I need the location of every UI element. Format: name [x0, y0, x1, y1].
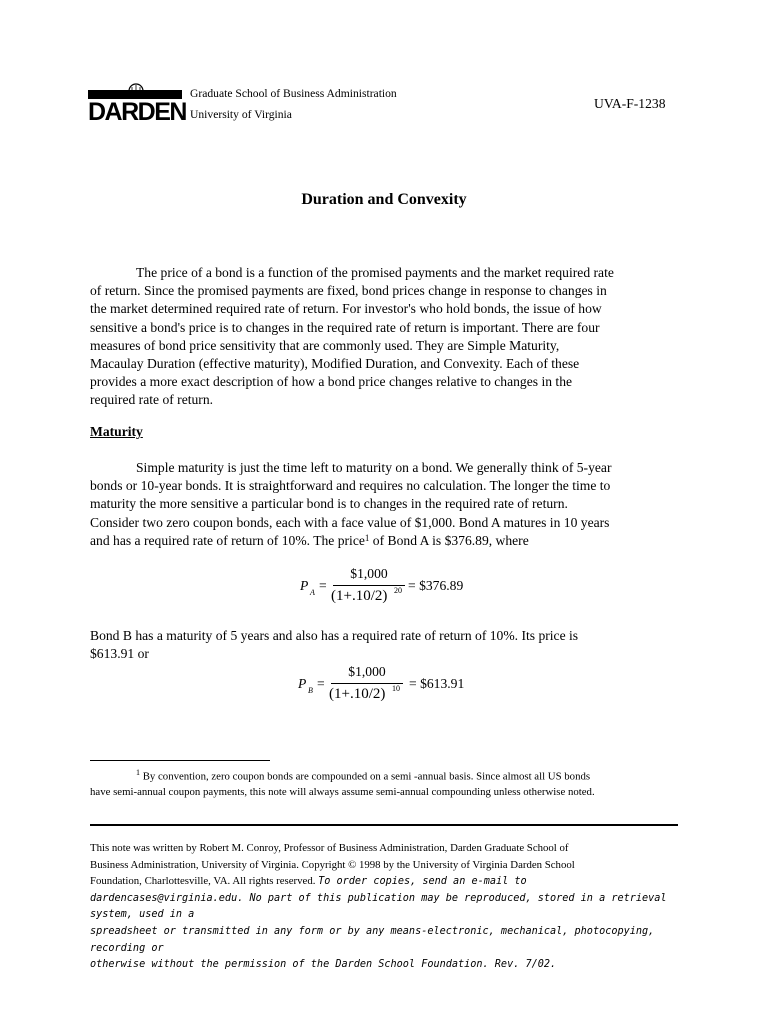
intro-line: The price of a bond is a function of the promised payments and the market required rate: [136, 265, 614, 280]
intro-line: measures of bond price sensitivity that are commonly used. They are Simple Maturity,: [90, 337, 560, 353]
maturity-line: maturity the more sensitive a particular bond is to changes in the required rate of return.: [90, 496, 568, 512]
school-line-2: University of Virginia: [190, 108, 292, 121]
footer-notice: [90, 840, 690, 974]
bond-b-paragraph: [90, 627, 676, 663]
formula-result: = $613.91: [409, 676, 465, 691]
formula-denominator: (1+.10/2): [329, 686, 386, 702]
maturity-line: Consider two zero coupon bonds, each with a face value of $1,000. Bond A matures in 10 years: [90, 514, 610, 530]
formula-variable: P: [300, 578, 309, 593]
footnote-mark: 1: [136, 768, 140, 777]
case-id: UVA-F-1238: [594, 96, 666, 111]
footer-line: otherwise without the permission of the Darden School Foundation. Rev. 7/02.: [90, 959, 557, 971]
formula-bond-b: [298, 664, 498, 708]
bond-b-line: $613.91 or: [90, 646, 149, 662]
footnote-line: have semi-annual coupon payments, this note will always assume semi-annual compounding unless otherwise noted.: [90, 786, 595, 799]
formula-denominator: (1+.10/2): [331, 588, 388, 604]
formula-bond-a: [300, 566, 500, 610]
formula-numerator: $1,000: [348, 664, 386, 679]
intro-line: the market determined required rate of return. For investor's who hold bonds, the issue of how: [90, 301, 602, 317]
bond-b-line: Bond B has a maturity of 5 years and also has a required rate of return of 10%. Its price is: [90, 628, 579, 643]
footer-line: Business Administration, University of Virginia. Copyright © 1998 by the University of Virginia Darden School: [90, 858, 575, 871]
formula-variable: P: [298, 676, 307, 691]
intro-line: Macaulay Duration (effective maturity), Modified Duration, and Convexity. Each of these: [90, 356, 580, 372]
footnote-separator: [90, 760, 270, 761]
formula-numerator: $1,000: [350, 566, 388, 581]
document-title: Duration and Convexity: [301, 191, 467, 208]
footer-line: [90, 873, 690, 891]
darden-logo: [88, 82, 186, 126]
maturity-line: Simple maturity is just the time left to maturity on a bond. We generally think of 5-year: [136, 460, 612, 475]
formula-exponent: 10: [392, 684, 400, 693]
school-line-1: Graduate School of Business Administration: [190, 87, 397, 100]
section-heading-maturity: Maturity: [90, 424, 143, 439]
formula-result: = $376.89: [408, 578, 464, 593]
maturity-line: bonds or 10-year bonds. It is straightforward and requires no calculation. The longer the time to: [90, 478, 611, 494]
maturity-line-text: and has a required rate of return of 10%. The price: [90, 532, 365, 548]
intro-line: required rate of return.: [90, 392, 214, 408]
logo-text: DARDEN: [88, 98, 186, 126]
maturity-paragraph: [90, 459, 676, 550]
footnote-line: [90, 765, 690, 785]
intro-line: sensitive a bond's price is to changes in the required rate of return is important. There are four: [90, 319, 600, 335]
formula-equals: =: [317, 676, 325, 691]
footer-line: dardencases@virginia.edu. No part of this publication may be reproduced, stored in a retrieval system, used in a: [90, 892, 667, 921]
formula-equals: =: [319, 578, 327, 593]
intro-line: of return. Since the promised payments are fixed, bond prices change in response to changes in: [90, 283, 607, 299]
footer-line: This note was written by Robert M. Conroy, Professor of Business Administration, Darden Graduate School of: [90, 842, 569, 854]
footer-text: Foundation, Charlottesville, VA. All rights reserved.: [90, 875, 319, 888]
formula-subscript: A: [310, 588, 315, 597]
formula-subscript: B: [308, 686, 313, 695]
intro-line: provides a more exact description of how a bond price changes relative to changes in the: [90, 374, 573, 390]
footnote: [90, 765, 690, 801]
footer-order-text: To order copies, send an e-mail to: [318, 876, 527, 888]
formula-exponent: 20: [394, 586, 402, 595]
footnote-reference[interactable]: 1: [364, 532, 370, 543]
intro-paragraph: [90, 264, 676, 410]
maturity-line-text: of Bond A is $376.89, where: [369, 532, 529, 548]
footer-separator: [90, 824, 678, 826]
footer-line: spreadsheet or transmitted in any form or by any means-electronic, mechanical, photocopying, recording or: [90, 925, 655, 954]
footnote-text: By convention, zero coupon bonds are compounded on a semi -annual basis. Since almost all US bonds: [140, 770, 591, 783]
maturity-line: [90, 532, 676, 550]
